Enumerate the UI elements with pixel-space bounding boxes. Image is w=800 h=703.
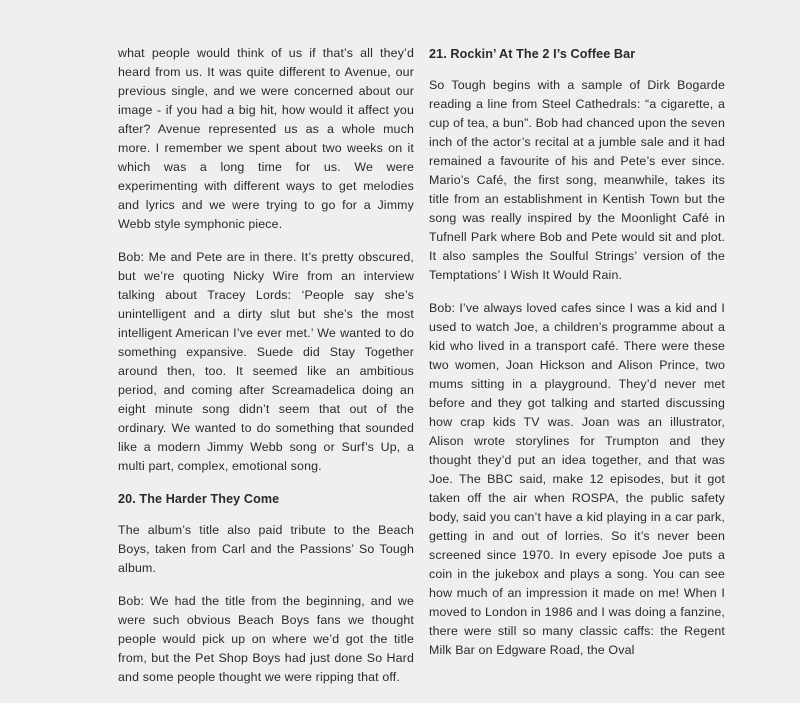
left-column xyxy=(118,44,414,687)
bob-cafes-quote-paragraph: Bob: I’ve always loved cafes since I was a kid and I used to watch Joe, a children’s programme about a kid who lived in a transport café. There were these two women, Joan Hickson and Alison Prince, two mums sitting in a playground. They’d never met before and they got talking and started discussing how crap kids TV was. Joan was an illustrator, Alison wrote storylines for Trumpton and they thought they’d put an idea together, and that was Joe. The BBC said, make 12 episodes, but it got taken off the air when ROSPA, the public safety body, said you can’t have a kid playing in a car park, getting in and out of lorries. So it’s never been screened since 1970. In every episode Joe puts a coin in the jukebox and plays a song. You can see how much of an impression it made on me! When I moved to London in 1986 and I was doing a fanzine, there were still so many classic caffs: the Regent Milk Bar on Edgware Road, the Oval xyxy=(429,301,725,657)
album-title-paragraph: The album’s title also paid tribute to the Beach Boys, taken from Carl and the Passions’ So Tough album. xyxy=(118,523,414,575)
section-heading-21: 21. Rockin’ At The 2 I’s Coffee Bar xyxy=(429,47,636,61)
bob-title-quote-paragraph: Bob: We had the title from the beginning, and we were such obvious Beach Boys fans we thought people would pick up on where we’d got the title from, but the Pet Shop Boys had just done So Hard and some people thought we were ripping that off. xyxy=(118,594,414,684)
right-column xyxy=(429,44,725,660)
section-heading-20: 20. The Harder They Come xyxy=(118,492,280,506)
so-tough-intro-paragraph: So Tough begins with a sample of Dirk Bogarde reading a line from Steel Cathedrals: “a cigarette, a cup of tea, a bun”. Bob had chanced upon the seven inch of the actor’s recital at a jumble sale and it had remained a favourite of his and Pete’s ever since. Mario’s Café, the first song, meanwhile, takes its title from an establishment in Kentish Town but the song was really inspired by the Moonlight Café in Tufnell Park where Bob and Pete would sit and plot. It also samples the Soulful Strings’ version of the Temptations’ I Wish It Would Rain. xyxy=(429,78,725,282)
bob-quote-paragraph: Bob: Me and Pete are in there. It’s pretty obscured, but we’re quoting Nicky Wire from an interview talking about Tracey Lords: ‘People say she’s unintelligent and a dirty slut but she’s the most intelligent American I’ve ever met.’ We wanted to do something expansive. Suede did Stay Together around then, too. It seemed like an ambitious period, and coming after Screamadelica doing an eight minute song didn’t seem that out of the ordinary. We wanted to do something that sounded like a modern Jimmy Webb song or Surf’s Up, a multi part, complex, emotional song. xyxy=(118,250,414,473)
paragraph-continued-from-previous-page: what people would think of us if that’s all they’d heard from us. It was quite different to Avenue, our previous single, and we were concerned about our image - if you had a big hit, how would it affect you after? Avenue represented us as a whole much more. I remember we spent about two weeks on it which was a long time for us. We were experimenting with different ways to get melodies and lyrics and we were trying to go for a Jimmy Webb style symphonic piece. xyxy=(118,46,414,231)
